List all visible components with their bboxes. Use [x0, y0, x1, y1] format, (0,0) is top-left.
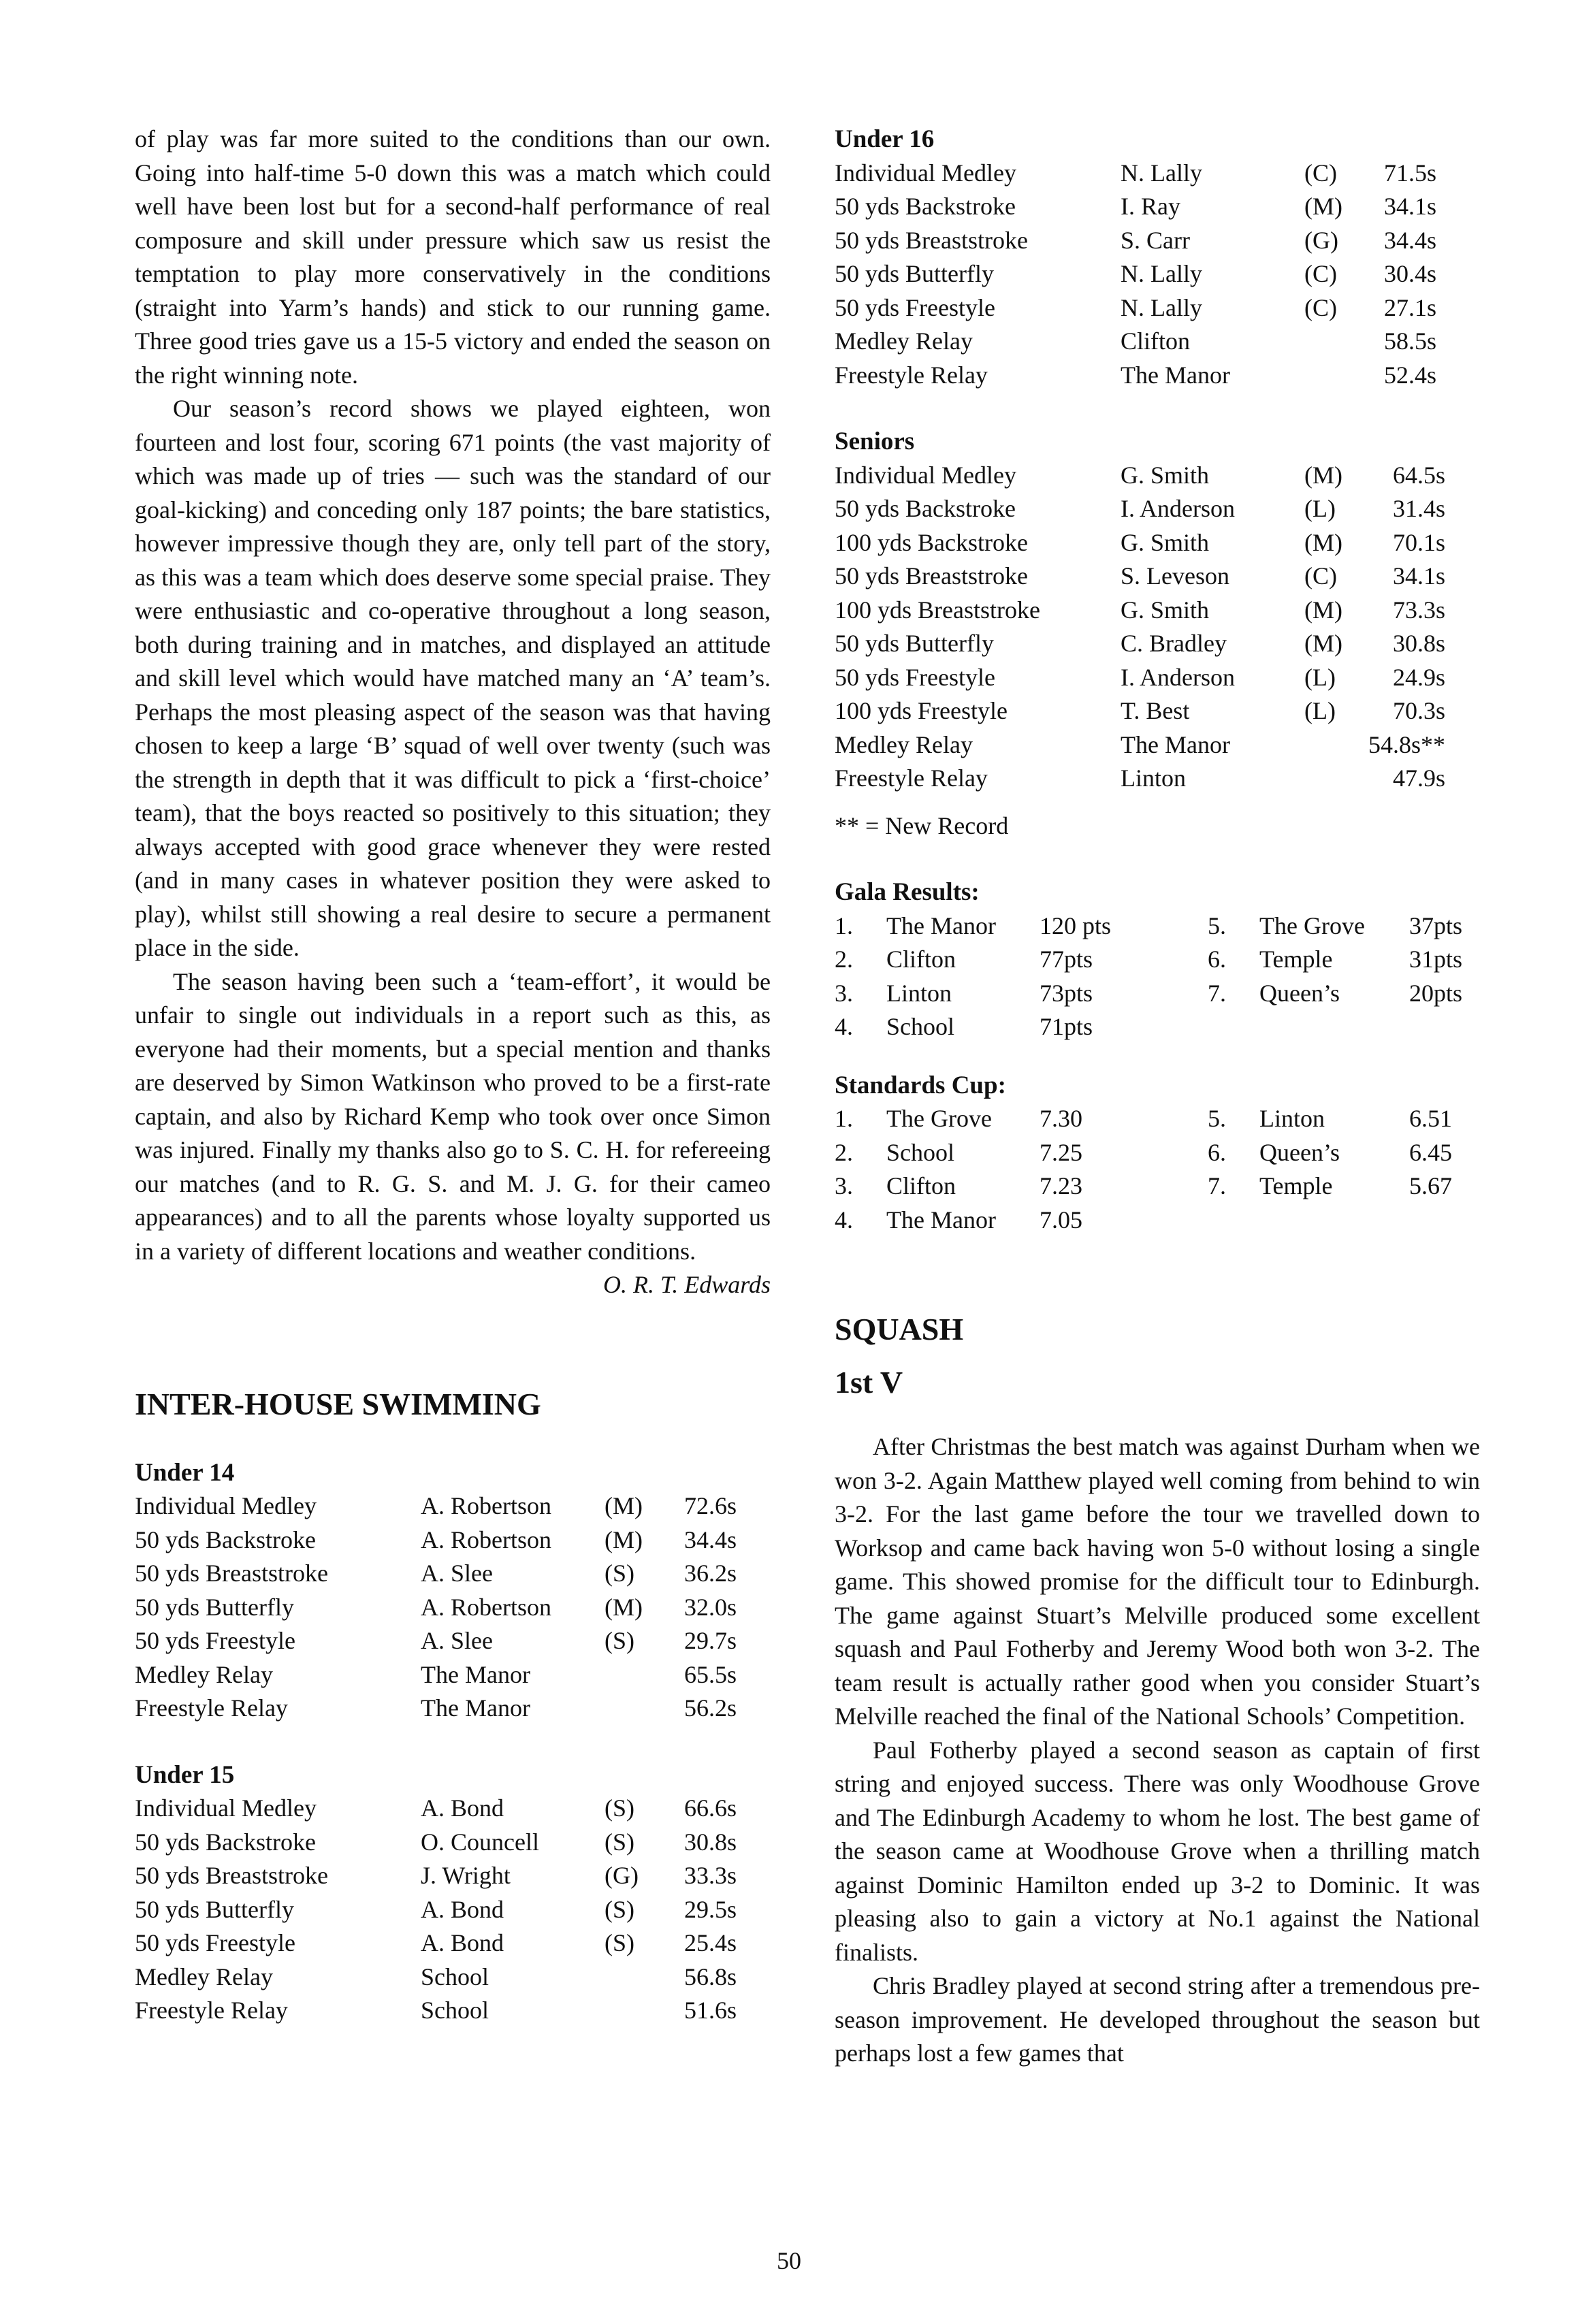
- rank-score: 6.45: [1409, 1138, 1452, 1166]
- rugby-paragraph-3: The season having been such a ‘team-effort’, it would be unfair to single out individuals in a report such as this, as everyone had their moments, but a special mention and thanks are deserved by Simon Watkinson who proved to be a first-rate captain, and also by Richard Kemp who took over once Simon was injured. Finally my thanks also go to S. C. H. for refereeing our matches (and to R. G. S. and M. J. G. for their cameo appearances) and to all the parents whose loyalty supported us in a variety of different locations and weather conditions.: [135, 967, 771, 1265]
- rank-house: The Grove: [1259, 911, 1365, 939]
- house-code: (M): [1304, 461, 1342, 489]
- rank-position: 3.: [835, 1172, 853, 1199]
- rank-score: 37pts: [1409, 911, 1463, 939]
- result-row: [135, 1624, 737, 1658]
- house-code: (M): [1304, 528, 1342, 556]
- swimmer-name: School: [421, 1997, 489, 2024]
- event-name: 50 yds Butterfly: [135, 1895, 294, 1923]
- result-row: [835, 492, 1445, 526]
- house-code: (M): [605, 1526, 643, 1553]
- rank-row: [835, 977, 1208, 1011]
- result-time: 36.2s: [683, 1560, 737, 1587]
- swimmer-name: S. Carr: [1121, 226, 1190, 254]
- rank-row: [835, 1136, 1208, 1170]
- result-time: 29.5s: [683, 1895, 737, 1923]
- rank-position: 5.: [1208, 911, 1226, 939]
- swimming-title: INTER-HOUSE SWIMMING: [135, 1386, 541, 1421]
- rank-score: 31pts: [1409, 946, 1463, 973]
- result-row: [835, 694, 1445, 728]
- result-time: 56.2s: [683, 1694, 737, 1722]
- result-row: [135, 1893, 737, 1927]
- swimmer-name: The Manor: [421, 1694, 530, 1722]
- rank-row: [1208, 1136, 1480, 1170]
- swimmer-name: The Manor: [1121, 730, 1230, 758]
- result-row: [835, 560, 1445, 594]
- result-time: 29.7s: [683, 1627, 737, 1654]
- rank-score: 7.05: [1040, 1206, 1082, 1233]
- result-time: 32.0s: [683, 1593, 737, 1621]
- result-row: [835, 459, 1445, 493]
- result-row: [135, 1489, 737, 1523]
- swimmer-name: G. Smith: [1121, 528, 1210, 556]
- event-name: Individual Medley: [835, 159, 1016, 187]
- event-name: 100 yds Breaststroke: [835, 596, 1040, 624]
- event-name: Medley Relay: [835, 730, 973, 758]
- group-title: Seniors: [835, 427, 915, 455]
- squash-title: SQUASH: [835, 1312, 964, 1346]
- swimmer-name: The Manor: [421, 1660, 530, 1688]
- rank-score: 20pts: [1409, 979, 1463, 1007]
- event-name: Freestyle Relay: [135, 1997, 288, 2024]
- house-code: (S): [605, 1627, 634, 1654]
- result-time: 30.4s: [1383, 260, 1436, 287]
- result-row: [135, 1826, 737, 1860]
- result-row: [135, 1658, 737, 1692]
- swimmer-name: A. Robertson: [421, 1492, 551, 1519]
- result-row: [835, 291, 1436, 325]
- result-time: 65.5s: [683, 1660, 737, 1688]
- result-time: 73.3s: [1393, 596, 1446, 624]
- event-name: Individual Medley: [135, 1492, 317, 1519]
- record-note: ** = New Record: [835, 811, 1009, 839]
- result-row: [835, 627, 1445, 661]
- rank-score: 120 pts: [1040, 911, 1112, 939]
- rank-house: Temple: [1259, 1172, 1333, 1199]
- event-name: Freestyle Relay: [835, 764, 988, 792]
- rank-position: 5.: [1208, 1105, 1226, 1132]
- result-time: 52.4s: [1383, 361, 1436, 389]
- rank-position: 6.: [1208, 1138, 1226, 1166]
- rank-row: [1208, 1169, 1480, 1204]
- swim-group-under16: [835, 123, 1480, 392]
- event-name: 50 yds Breaststroke: [135, 1560, 328, 1587]
- rank-house: Queen’s: [1259, 1138, 1340, 1166]
- group-title: Under 15: [135, 1760, 235, 1789]
- rank-row: [1208, 977, 1480, 1011]
- rank-score: 71pts: [1040, 1013, 1093, 1040]
- right-column: [835, 123, 1480, 2071]
- rank-score: 77pts: [1040, 946, 1093, 973]
- result-time: 54.8s**: [1368, 730, 1446, 758]
- event-name: 50 yds Breaststroke: [135, 1862, 328, 1889]
- house-code: (G): [605, 1862, 639, 1889]
- result-time: 24.9s: [1393, 663, 1446, 691]
- squash-paragraph-2: Paul Fotherby played a second season as captain of first string and enjoyed success. There was only Woodhouse Grove and The Edinburgh Academy to whom he lost. The best game of the season came at Woodhouse Grove when a thrilling match against Dominic Hamilton ended up 3-2 to Dominic. It was pleasing also to gain a victory at No.1 against the National finalists.: [835, 1736, 1480, 1966]
- result-time: 66.6s: [683, 1794, 737, 1822]
- group-title: Under 16: [835, 125, 935, 153]
- house-code: (S): [605, 1929, 634, 1956]
- event-name: 50 yds Backstroke: [835, 495, 1016, 522]
- gala-title: Gala Results:: [835, 878, 980, 906]
- swim-group-under15: [135, 1758, 771, 2028]
- swimmer-name: Linton: [1121, 764, 1186, 792]
- house-code: (C): [1304, 562, 1337, 590]
- rank-position: 4.: [835, 1013, 853, 1040]
- rank-house: Clifton: [886, 946, 956, 973]
- rank-position: 4.: [835, 1206, 853, 1233]
- results-table: [835, 459, 1445, 796]
- swimmer-name: J. Wright: [421, 1862, 511, 1889]
- rank-score: 5.67: [1409, 1172, 1452, 1199]
- rank-house: The Manor: [886, 911, 996, 939]
- gala-results: [835, 875, 1480, 1044]
- result-row: [835, 325, 1436, 359]
- rank-house: School: [886, 1013, 955, 1040]
- event-name: Individual Medley: [135, 1794, 317, 1822]
- house-code: [605, 1692, 669, 1726]
- house-code: (C): [1304, 260, 1337, 287]
- standards-left-list: [835, 1102, 1208, 1237]
- rugby-signature: O. R. T. Edwards: [602, 1271, 771, 1298]
- rank-house: Linton: [886, 979, 952, 1007]
- result-row: [835, 661, 1445, 695]
- result-row: [135, 1792, 737, 1826]
- result-time: 34.1s: [1393, 562, 1446, 590]
- standards-title: Standards Cup:: [835, 1071, 1006, 1099]
- rank-row: [835, 1102, 1208, 1136]
- results-table: [835, 157, 1436, 393]
- result-time: 56.8s: [683, 1963, 737, 1990]
- result-time: 34.4s: [1383, 226, 1436, 254]
- swimmer-name: The Manor: [1121, 361, 1230, 389]
- page-number: 50: [777, 2247, 801, 2274]
- swim-group-seniors: [835, 425, 1480, 796]
- result-row: [135, 1859, 737, 1893]
- rugby-paragraph-1: of play was far more suited to the conditions than our own. Going into half-time 5-0 down this was a match which could well have been lost but for a second-half performance of real composure and skill under pressure which saw us resist the temptation to play more conservatively in the conditions (straight into Yarm’s hands) and stick to our running game. Three good tries gave us a 15-5 victory and ended the season on the right winning note.: [135, 125, 771, 389]
- rank-house: Temple: [1259, 946, 1333, 973]
- house-code: [1304, 728, 1368, 762]
- house-code: (S): [605, 1828, 634, 1856]
- result-time: 25.4s: [683, 1929, 737, 1956]
- rank-position: 1.: [835, 911, 853, 939]
- result-row: [135, 1960, 737, 1995]
- house-code: [1304, 762, 1368, 796]
- swimmer-name: A. Bond: [421, 1929, 504, 1956]
- swimmer-name: School: [421, 1963, 489, 1990]
- result-row: [135, 1926, 737, 1960]
- house-code: (M): [605, 1492, 643, 1519]
- swimmer-name: Clifton: [1121, 327, 1191, 355]
- result-row: [135, 1557, 737, 1591]
- result-row: [835, 257, 1436, 291]
- event-name: 50 yds Breaststroke: [835, 226, 1028, 254]
- rank-position: 1.: [835, 1105, 853, 1132]
- swimmer-name: C. Bradley: [1121, 630, 1227, 657]
- event-name: 50 yds Backstroke: [135, 1526, 316, 1553]
- result-row: [135, 1523, 737, 1558]
- result-time: 30.8s: [1393, 630, 1446, 657]
- swimmer-name: I. Anderson: [1121, 495, 1235, 522]
- result-time: 70.1s: [1393, 528, 1446, 556]
- swimmer-name: N. Lally: [1121, 293, 1202, 321]
- house-code: (C): [1304, 293, 1337, 321]
- rank-row: [1208, 943, 1480, 977]
- standards-right-list: [1208, 1102, 1480, 1237]
- result-time: 58.5s: [1383, 327, 1436, 355]
- event-name: 50 yds Breaststroke: [835, 562, 1028, 590]
- swimmer-name: A. Robertson: [421, 1593, 551, 1621]
- rank-position: 7.: [1208, 979, 1226, 1007]
- house-code: [1304, 359, 1368, 393]
- event-name: 50 yds Backstroke: [135, 1828, 316, 1856]
- event-name: Freestyle Relay: [835, 361, 988, 389]
- rank-score: 73pts: [1040, 979, 1093, 1007]
- result-time: 33.3s: [683, 1862, 737, 1889]
- squash-paragraph-3: Chris Bradley played at second string after a tremendous pre-season improvement. He developed throughout the season but perhaps lost a few games that: [835, 1972, 1480, 2067]
- event-name: Individual Medley: [835, 461, 1016, 489]
- gala-left-list: [835, 909, 1208, 1044]
- results-table: [135, 1489, 737, 1726]
- result-time: 30.8s: [683, 1828, 737, 1856]
- rank-position: 6.: [1208, 946, 1226, 973]
- result-time: 27.1s: [1383, 293, 1436, 321]
- rank-house: Linton: [1259, 1105, 1325, 1132]
- house-code: (M): [1304, 193, 1342, 220]
- squash-paragraph-1: After Christmas the best match was against Durham when we won 3-2. Again Matthew played well coming from behind to win 3-2. For the last game before the tour we travelled down to Worksop and came back having won 5-0 without losing a single game. This showed promise for the difficult tour to Edinburgh. The game against Stuart’s Melville produced some excellent squash and Paul Fotherby and Jeremy Wood both won 3-2. The team result is actually rather good when you consider Stuart’s Melville reached the final of the National Schools’ Competition.: [835, 1433, 1480, 1730]
- result-row: [135, 1994, 737, 2028]
- rank-position: 3.: [835, 979, 853, 1007]
- rank-score: 7.25: [1040, 1138, 1082, 1166]
- result-row: [835, 224, 1436, 258]
- house-code: [605, 1960, 669, 1995]
- swimmer-name: G. Smith: [1121, 596, 1210, 624]
- rank-house: The Grove: [886, 1105, 992, 1132]
- swimmer-name: A. Slee: [421, 1560, 493, 1587]
- result-row: [835, 594, 1445, 628]
- standards-cup: [835, 1069, 1480, 1238]
- event-name: 100 yds Backstroke: [835, 528, 1028, 556]
- result-row: [835, 526, 1445, 560]
- event-name: 50 yds Freestyle: [135, 1929, 295, 1956]
- swimmer-name: A. Bond: [421, 1895, 504, 1923]
- house-code: [605, 1658, 669, 1692]
- rank-position: 2.: [835, 1138, 853, 1166]
- event-name: 50 yds Backstroke: [835, 193, 1016, 220]
- result-time: 31.4s: [1393, 495, 1446, 522]
- house-code: (M): [1304, 596, 1342, 624]
- swimmer-name: N. Lally: [1121, 260, 1202, 287]
- rank-row: [835, 1204, 1208, 1238]
- house-code: (M): [605, 1593, 643, 1621]
- result-time: 72.6s: [683, 1492, 737, 1519]
- house-code: [605, 1994, 669, 2028]
- house-code: (L): [1304, 495, 1336, 522]
- rank-score: 6.51: [1409, 1105, 1452, 1132]
- rank-row: [835, 943, 1208, 977]
- result-row: [835, 359, 1436, 393]
- swimmer-name: A. Slee: [421, 1627, 493, 1654]
- house-code: [1304, 325, 1368, 359]
- rank-house: Queen’s: [1259, 979, 1340, 1007]
- house-code: (L): [1304, 663, 1336, 691]
- rank-row: [835, 909, 1208, 943]
- event-name: Medley Relay: [135, 1660, 273, 1688]
- rank-row: [835, 1010, 1208, 1044]
- house-code: (L): [1304, 697, 1336, 724]
- house-code: (S): [605, 1794, 634, 1822]
- rank-row: [1208, 909, 1480, 943]
- event-name: 50 yds Butterfly: [835, 630, 994, 657]
- squash-subtitle: 1st V: [835, 1365, 903, 1400]
- rank-house: The Manor: [886, 1206, 996, 1233]
- swimmer-name: N. Lally: [1121, 159, 1202, 187]
- event-name: 50 yds Butterfly: [835, 260, 994, 287]
- event-name: Medley Relay: [835, 327, 973, 355]
- results-table: [135, 1792, 737, 2028]
- result-row: [135, 1591, 737, 1625]
- event-name: 50 yds Freestyle: [835, 663, 995, 691]
- swimmer-name: I. Anderson: [1121, 663, 1235, 691]
- result-time: 34.1s: [1383, 193, 1436, 220]
- house-code: (G): [1304, 226, 1338, 254]
- rank-position: 2.: [835, 946, 853, 973]
- rank-house: Clifton: [886, 1172, 956, 1199]
- event-name: 50 yds Freestyle: [135, 1627, 295, 1654]
- swimmer-name: A. Bond: [421, 1794, 504, 1822]
- result-time: 70.3s: [1393, 697, 1446, 724]
- rank-score: 7.30: [1040, 1105, 1082, 1132]
- result-row: [835, 190, 1436, 224]
- house-code: (M): [1304, 630, 1342, 657]
- rank-row: [1208, 1102, 1480, 1136]
- left-column: [135, 123, 771, 2028]
- event-name: 50 yds Butterfly: [135, 1593, 294, 1621]
- result-row: [135, 1692, 737, 1726]
- house-code: (S): [605, 1560, 634, 1587]
- event-name: Medley Relay: [135, 1963, 273, 1990]
- swimmer-name: G. Smith: [1121, 461, 1210, 489]
- gala-right-list: [1208, 909, 1480, 1044]
- result-time: 51.6s: [683, 1997, 737, 2024]
- swim-group-under14: [135, 1456, 771, 1726]
- swimmer-name: T. Best: [1121, 697, 1190, 724]
- rank-row: [835, 1169, 1208, 1204]
- house-code: (S): [605, 1895, 634, 1923]
- rugby-paragraph-2: Our season’s record shows we played eighteen, won fourteen and lost four, scoring 671 points (the vast majority of which was made up of tries — such was the standard of our goal-kicking) and conceding only 187 points; the bare statistics, however impressive though they are, only tell part of the story, as this was a team which does deserve some special praise. They were enthusiastic and co-operative throughout a long season, both during training and in matches, and displayed an attitude and skill level which would have matched many an ‘A’ team’s. Perhaps the most pleasing aspect of the season was that having chosen to keep a large ‘B’ squad of well over twenty (such was the strength in depth that it was difficult to pick a ‘first-choice’ team), that the boys reacted so positively to this situation; they always accepted with good grace whenever they were rested (and in many cases in whatever position they were asked to play), whilst still showing a real desire to secure a permanent place in the side.: [135, 395, 771, 961]
- result-row: [835, 157, 1436, 191]
- house-code: (C): [1304, 159, 1337, 187]
- event-name: 100 yds Freestyle: [835, 697, 1008, 724]
- swimmer-name: I. Ray: [1121, 193, 1180, 220]
- group-title: Under 14: [135, 1458, 235, 1487]
- result-time: 34.4s: [683, 1526, 737, 1553]
- result-time: 64.5s: [1393, 461, 1446, 489]
- event-name: 50 yds Freestyle: [835, 293, 995, 321]
- swimmer-name: A. Robertson: [421, 1526, 551, 1553]
- event-name: Freestyle Relay: [135, 1694, 288, 1722]
- result-time: 47.9s: [1393, 764, 1446, 792]
- rank-position: 7.: [1208, 1172, 1226, 1199]
- swimmer-name: S. Leveson: [1121, 562, 1229, 590]
- swimmer-name: O. Councell: [421, 1828, 539, 1856]
- rank-house: School: [886, 1138, 955, 1166]
- rank-score: 7.23: [1040, 1172, 1082, 1199]
- result-row: [835, 762, 1445, 796]
- result-time: 71.5s: [1383, 159, 1436, 187]
- result-row: [835, 728, 1445, 762]
